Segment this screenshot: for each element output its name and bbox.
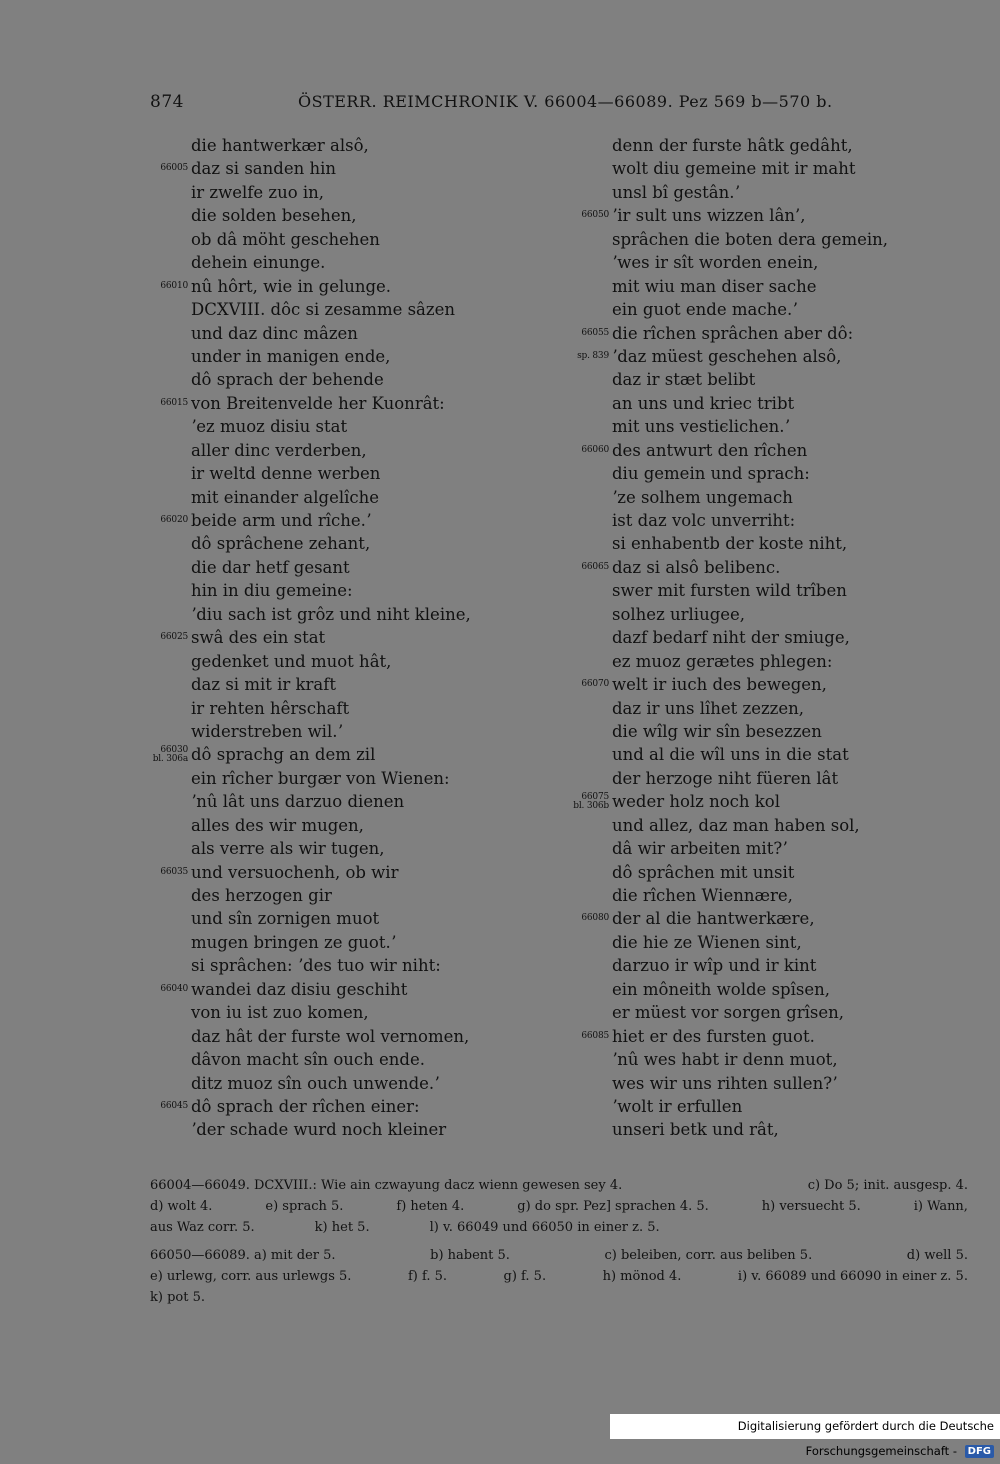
- verse-text: DCXVIII. dôc si zesamme sâzen: [191, 300, 455, 320]
- verse-text: und allez, daz man haben sol,: [612, 815, 860, 835]
- verse-line: [568, 579, 988, 602]
- verse-line: [568, 415, 988, 438]
- verse-line: [150, 392, 550, 415]
- verse-line: [150, 673, 550, 696]
- verse-text: wolt diu gemeine mit ir maht: [612, 159, 856, 179]
- verse-line: [568, 509, 988, 532]
- right-verse-column: [568, 134, 988, 1142]
- verse-line: [568, 204, 988, 227]
- verse-line: [568, 275, 988, 298]
- verse-line: [568, 978, 988, 1001]
- verse-text: aller dinc verderben,: [191, 440, 367, 460]
- verse-line: [568, 767, 988, 790]
- verse-line: [150, 181, 550, 204]
- footnote-entry: b) habent 5.: [430, 1248, 510, 1263]
- verse-line: [150, 368, 550, 391]
- verse-text: widerstreben wil.ʼ: [191, 721, 343, 741]
- verse-line: [568, 907, 988, 930]
- verse-text: dô sprâchene zehant,: [191, 534, 371, 554]
- verse-line: [150, 978, 550, 1001]
- verse-text: mit wiu man diser sache: [612, 276, 817, 296]
- page-header: [150, 92, 840, 116]
- footnote-block: [150, 1245, 968, 1308]
- verse-text: sprâchen die boten dera gemein,: [612, 229, 889, 249]
- footnote-entry: f) heten 4.: [396, 1199, 465, 1214]
- verse-text: dô sprach der rîchen einer:: [191, 1096, 420, 1116]
- verse-line: [150, 579, 550, 602]
- verse-text: daz ir uns lîhet zezzen,: [612, 698, 805, 718]
- verse-text: diu gemein und sprach:: [612, 464, 810, 484]
- verse-text: ditz muoz sîn ouch unwende.ʼ: [191, 1073, 440, 1093]
- verse-number: 66050: [581, 210, 609, 221]
- footnote-entry: g) f. 5.: [503, 1269, 547, 1284]
- verse-number: 66080: [581, 913, 609, 924]
- verse-number: 66035: [160, 866, 188, 877]
- verse-text: und sîn zornigen muot: [191, 909, 380, 929]
- verse-number: 66045: [160, 1100, 188, 1111]
- footnote-line: [150, 1266, 968, 1287]
- verse-line: [568, 181, 988, 204]
- verse-line: [568, 931, 988, 954]
- footnote-block: [150, 1175, 968, 1238]
- verse-line: [150, 251, 550, 274]
- footnote-entry: c) beleiben, corr. aus beliben 5.: [604, 1248, 813, 1263]
- verse-line: [568, 1001, 988, 1024]
- verse-line: [150, 345, 550, 368]
- verse-number: 66065: [581, 561, 609, 572]
- verse-line: [150, 322, 550, 345]
- verse-line: [150, 1095, 550, 1118]
- verse-line: [568, 134, 988, 157]
- verse-number: 66025: [160, 632, 188, 643]
- page-number: 874: [150, 92, 184, 112]
- verse-text: die wîlg wir sîn besezzen: [612, 721, 822, 741]
- footnote-entry: i) v. 66089 und 66090 in einer z. 5.: [737, 1269, 968, 1284]
- verse-text: ir rehten hêrschaft: [191, 698, 350, 718]
- verse-text: unseri betk und rât,: [612, 1120, 779, 1140]
- verse-line: [568, 743, 988, 766]
- verse-line: [150, 861, 550, 884]
- verse-line: [568, 1095, 988, 1118]
- verse-text: dazf bedarf niht der smiuge,: [612, 628, 850, 648]
- verse-text: und daz dinc mâzen: [191, 323, 358, 343]
- verse-line: [568, 368, 988, 391]
- verse-number: 66005: [160, 163, 188, 174]
- verse-line: [150, 486, 550, 509]
- verse-line: [568, 861, 988, 884]
- verse-line: [150, 720, 550, 743]
- verse-text: ir weltd denne werben: [191, 464, 381, 484]
- verse-line: [568, 228, 988, 251]
- verse-line: [568, 954, 988, 977]
- verse-line: [150, 298, 550, 321]
- verse-line: [568, 439, 988, 462]
- verse-line: [568, 345, 988, 368]
- verse-line: [568, 673, 988, 696]
- footnote-entry: 66050—66089. a) mit der 5.: [150, 1248, 336, 1263]
- verse-line: [150, 204, 550, 227]
- footnote-line: [150, 1287, 968, 1308]
- verse-text: an uns und kriec tribt: [612, 393, 795, 413]
- verse-text: wes wir uns rihten sullen?ʼ: [612, 1073, 838, 1093]
- verse-text: dâ wir arbeiten mit?ʼ: [612, 839, 788, 859]
- footnote-entry: 66004—66049. DCXVIII.: Wie ain czwayung dacz wienn gewesen sey 4.: [150, 1178, 623, 1193]
- verse-line: [150, 790, 550, 813]
- footnote-entry: i) Wann,: [913, 1199, 968, 1214]
- verse-text: welt ir iuch des bewegen,: [612, 675, 827, 695]
- verse-line: [150, 1025, 550, 1048]
- verse-text: die hantwerkær alsô,: [191, 136, 369, 155]
- verse-line: [150, 837, 550, 860]
- footnote-entry: c) Do 5; init. ausgesp. 4.: [807, 1178, 968, 1193]
- verse-line: [150, 931, 550, 954]
- verse-line: [150, 884, 550, 907]
- footnote-line: [150, 1175, 968, 1196]
- footnote-line: [150, 1245, 968, 1266]
- verse-line: [150, 415, 550, 438]
- verse-line: [150, 1048, 550, 1071]
- verse-text: die rîchen Wiennære,: [612, 886, 793, 905]
- verse-number: 66085: [581, 1030, 609, 1041]
- verse-line: [150, 275, 550, 298]
- verse-text: der herzoge niht füeren lât: [612, 768, 839, 788]
- verse-line: [150, 439, 550, 462]
- verse-text: daz si alsô belibenc.: [612, 557, 781, 577]
- verse-line: [568, 486, 988, 509]
- verse-text: daz ir stæt belibt: [612, 370, 756, 390]
- verse-line: [568, 603, 988, 626]
- verse-text: dehein einunge.: [191, 253, 326, 273]
- verse-text: under in manigen ende,: [191, 346, 391, 366]
- verse-line: [150, 767, 550, 790]
- verse-line: [150, 743, 550, 766]
- verse-text: und al die wîl uns in die stat: [612, 745, 849, 765]
- verse-text: die hie ze Wienen sint,: [612, 932, 802, 952]
- verse-line: [568, 251, 988, 274]
- footnote-entry: g) do spr. Pez] sprachen 4. 5.: [517, 1199, 709, 1214]
- verse-text: daz hât der furste wol vernomen,: [191, 1026, 470, 1046]
- verse-line: [150, 603, 550, 626]
- verse-text: alles des wir mugen,: [191, 815, 364, 835]
- verse-line: [568, 720, 988, 743]
- verse-number: 66020: [160, 515, 188, 525]
- verse-text: solhez urliugee,: [612, 604, 746, 624]
- verse-text: ʼwes ir sît worden enein,: [612, 253, 819, 273]
- verse-text: gedenket und muot hât,: [191, 651, 392, 671]
- verse-text: mugen bringen ze guot.ʼ: [191, 932, 396, 952]
- verse-line: [568, 556, 988, 579]
- verse-text: die solden besehen,: [191, 206, 357, 226]
- footnote-entry: d) wolt 4.: [150, 1199, 213, 1214]
- verse-text: nû hôrt, wie in gelunge.: [191, 276, 392, 296]
- verse-text: ein rîcher burgær von Wienen:: [191, 768, 450, 788]
- verse-number: 66055: [581, 327, 609, 338]
- verse-line: [568, 298, 988, 321]
- verse-text: dô sprâchen mit unsit: [612, 862, 795, 882]
- verse-text: ez muoz gerætes phlegen:: [612, 651, 833, 671]
- verse-text: hiet er des fursten guot.: [612, 1026, 815, 1046]
- footnote-entry: e) sprach 5.: [265, 1199, 344, 1214]
- verse-line: [150, 1001, 550, 1024]
- funding-footer: [610, 1414, 1000, 1458]
- footnote-line: [150, 1217, 968, 1238]
- verse-text: ʼze solhem ungemach: [612, 487, 793, 507]
- verse-text: ʼdiu sach ist grôz und niht kleine,: [191, 604, 471, 624]
- verse-line: [150, 626, 550, 649]
- verse-line: [150, 556, 550, 579]
- verse-line: [150, 954, 550, 977]
- verse-text: daz si sanden hin: [191, 159, 336, 179]
- verse-number: 66075 bl. 306b: [573, 792, 609, 812]
- verse-line: [568, 697, 988, 720]
- verse-line: [568, 884, 988, 907]
- folio-marker: bl. 306a: [152, 754, 188, 765]
- verse-text: si enhabentb der koste niht,: [612, 534, 848, 554]
- verse-line: [150, 697, 550, 720]
- verse-text: ʼwolt ir erfullen: [612, 1096, 743, 1116]
- verse-text: unsl bî gestân.ʼ: [612, 182, 740, 202]
- verse-number: 66015: [160, 397, 188, 408]
- verse-line: [150, 650, 550, 673]
- verse-text: ob dâ möht geschehen: [191, 229, 380, 249]
- footnote-entry: h) versuecht 5.: [761, 1199, 861, 1214]
- verse-number: 66060: [581, 444, 609, 455]
- verse-line: [568, 157, 988, 180]
- footnote-line: [150, 1196, 968, 1217]
- verse-text: ein guot ende mache.ʼ: [612, 300, 798, 320]
- verse-text: swâ des ein stat: [191, 628, 326, 648]
- footnote-entry: k) het 5.: [314, 1220, 370, 1235]
- verse-text: ʼir sult uns wizzen lân’,: [612, 206, 806, 226]
- footnote-entry: l) v. 66049 und 66050 in einer z. 5.: [429, 1220, 660, 1235]
- verse-text: daz si mit ir kraft: [191, 675, 336, 695]
- footnote-entry: k) pot 5.: [150, 1290, 205, 1305]
- verse-line: [150, 907, 550, 930]
- footnote-entry: f) f. 5.: [407, 1269, 448, 1284]
- verse-line: [150, 532, 550, 555]
- verse-text: und versuochenh, ob wir: [191, 862, 399, 882]
- verse-line: [150, 814, 550, 837]
- verse-text: wandei daz disiu geschiht: [191, 979, 408, 999]
- verse-line: [150, 157, 550, 180]
- verse-number: 66040: [160, 983, 188, 994]
- verse-text: ein môneith wolde spîsen,: [612, 979, 830, 999]
- verse-line: [150, 462, 550, 485]
- verse-line: [568, 392, 988, 415]
- verse-text: darzuo ir wîp und ir kint: [612, 956, 817, 976]
- verse-number: 66010: [160, 280, 188, 291]
- verse-number: 66070: [581, 679, 609, 690]
- verse-text: des antwurt den rîchen: [612, 440, 808, 460]
- verse-number: 66030 bl. 306a: [152, 745, 188, 765]
- left-verse-column: [150, 134, 550, 1142]
- footnote-entry: e) urlewg, corr. aus urlewgs 5.: [150, 1269, 352, 1284]
- verse-text: denn der furste hâtk gedâht,: [612, 136, 853, 155]
- dfg-logo: DFG: [965, 1445, 994, 1458]
- verse-text: die dar hetf gesant: [191, 557, 350, 577]
- verse-text: ist daz volc unverriht:: [612, 511, 796, 530]
- verse-line: [150, 134, 550, 157]
- verse-line: [568, 322, 988, 345]
- verse-text: dô sprach der behende: [191, 370, 384, 390]
- verse-text: hin in diu gemeine:: [191, 581, 353, 601]
- verse-text: dâvon macht sîn ouch ende.: [191, 1050, 426, 1070]
- verse-line: [568, 1118, 988, 1141]
- verse-line: [150, 1118, 550, 1141]
- verse-line: [568, 1048, 988, 1071]
- verse-line: [568, 790, 988, 813]
- verse-text: ʼdaz müest geschehen alsô,: [612, 346, 842, 366]
- verse-text: als verre als wir tugen,: [191, 839, 385, 859]
- verse-text: si sprâchen: ʼdes tuo wir niht:: [191, 956, 441, 976]
- verse-text: swer mit fursten wild trîben: [612, 581, 847, 601]
- folio-marker: bl. 306b: [573, 801, 609, 812]
- verse-line: [568, 626, 988, 649]
- funding-text: Digitalisierung gefördert durch die Deutsche Forschungsgemeinschaft -: [737, 1419, 994, 1458]
- verse-line: [568, 462, 988, 485]
- verse-text: er müest vor sorgen grîsen,: [612, 1003, 844, 1023]
- verse-text: dô sprachg an dem zil: [191, 745, 376, 765]
- verse-text: ʼder schade wurd noch kleiner: [191, 1120, 447, 1140]
- verse-line: [568, 532, 988, 555]
- verse-number: sp. 839: [577, 350, 609, 361]
- verse-text: ʼez muoz disiu stat: [191, 417, 348, 437]
- verse-line: [568, 814, 988, 837]
- verse-text: der al die hantwerkære,: [612, 909, 815, 929]
- verse-text: von iu ist zuo komen,: [191, 1003, 369, 1023]
- verse-line: [150, 228, 550, 251]
- verse-text: mit einander algelîche: [191, 487, 380, 507]
- verse-line: [568, 1072, 988, 1095]
- verse-text: beide arm und rîche.ʼ: [191, 511, 372, 530]
- verse-text: die rîchen sprâchen aber dô:: [612, 323, 854, 343]
- verse-line: [568, 1025, 988, 1048]
- verse-line: [568, 837, 988, 860]
- verse-line: [150, 509, 550, 532]
- running-title: ÖSTERR. REIMCHRONIK V. 66004—66089. Pez 569 b—570 b.: [298, 92, 833, 111]
- verse-text: ʼnû wes habt ir denn muot,: [612, 1050, 838, 1070]
- verse-line: [150, 1072, 550, 1095]
- verse-text: ʼnû lât uns darzuo dienen: [191, 792, 405, 812]
- footnote-entry: d) well 5.: [906, 1248, 968, 1263]
- footnote-entry: aus Waz corr. 5.: [150, 1220, 255, 1235]
- verse-text: ir zwelfe zuo in,: [191, 182, 325, 202]
- verse-text: von Breitenvelde her Kuonrât:: [191, 393, 445, 413]
- verse-text: mit uns vestiєlichen.ʼ: [612, 417, 790, 437]
- footnotes: [150, 1175, 968, 1315]
- verse-text: des herzogen gir: [191, 886, 332, 905]
- verse-line: [568, 650, 988, 673]
- verse-text: weder holz noch kol: [612, 792, 781, 812]
- footnote-entry: h) mönod 4.: [602, 1269, 682, 1284]
